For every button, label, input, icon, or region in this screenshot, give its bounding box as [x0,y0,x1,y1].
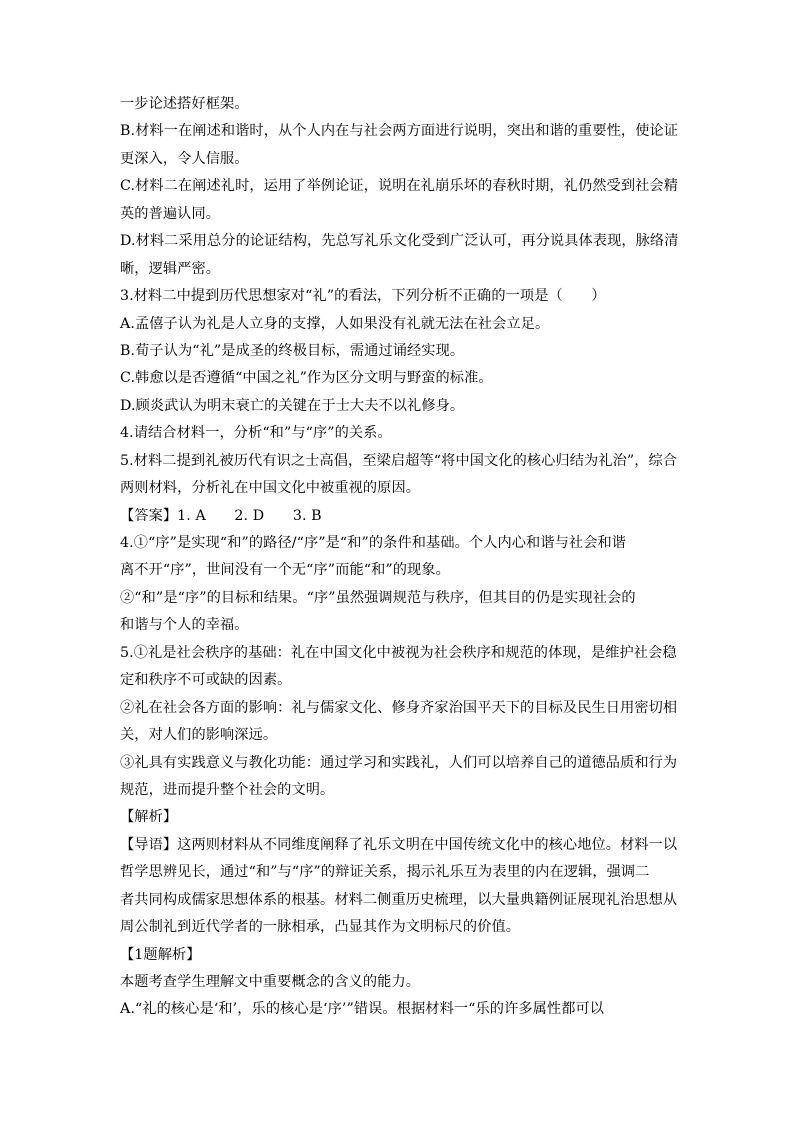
text-line: 英的普遍认同。 [120,205,221,222]
q3-option-a: A.孟僖子认为礼是人立身的支撑，人如果没有礼就无法在社会立足。 [120,315,550,332]
text-line: 离不开“序”，世间没有一个无“序”而能“和”的现象。 [120,562,450,579]
answer-key: 【答案】1. A 2. D 3. B [120,507,322,524]
question-4: 4.请结合材料一，分析“和”与“序”的关系。 [120,425,392,442]
option-c-line: C.材料二在阐述礼时，运用了举例论证，说明在礼崩乐坏的春秋时期，礼仍然受到社会精 [120,178,678,195]
q3-option-d: D.顾炎武认为明末衰亡的关键在于士大夫不以礼修身。 [120,397,465,414]
guide-paragraph: 【导语】这两则材料从不同维度阐释了礼乐文明在中国传统文化中的核心地位。材料一以 [120,836,678,853]
analysis-heading: 【解析】 [120,809,178,826]
answer-5-point-1: 5.①礼是社会秩序的基础：礼在中国文化中被视为社会秩序和规范的体现，是维护社会稳 [120,644,677,661]
question-5: 5.材料二提到礼被历代有识之士高倡，至梁启超等“将中国文化的核心归结为礼治”，综合 [120,452,678,469]
text-line: 者共同构成儒家思想体系的根基。材料二侧重历史梳理，以大量典籍例证展现礼治思想从 [120,891,678,908]
text-line: 哲学思辨见长，通过“和”与“序”的辩证关系，揭示礼乐互为表里的内在逻辑，强调二 [120,864,650,881]
option-b-line: B.材料一在阐述和谐时，从个人内在与社会两方面进行说明，突出和谐的重要性，使论证 [120,123,679,140]
answer-4-point-2: ②“和”是“序”的目标和结果。“序”虽然强调规范与秩序，但其目的仍是实现社会的 [120,589,636,606]
answer-5-point-2: ②礼在社会各方面的影响：礼与儒家文化、修身齐家治国平天下的目标及民生日用密切相 [120,699,678,716]
q3-option-c: C.韩愈以是否遵循“中国之礼”作为区分文明与野蛮的标准。 [120,370,493,387]
document-body [120,91,680,1024]
text-line: 一步论述搭好框架。 [120,96,249,112]
answer-5-point-3: ③礼具有实践意义与教化功能：通过学习和实践礼，人们可以培养自己的道德品质和行为 [120,754,678,771]
q1-analysis-heading: 【1题解析】 [120,946,201,963]
text-line: 晰，逻辑严密。 [120,260,221,277]
text-line: 本题考查学生理解文中重要概念的含义的能力。 [120,974,421,990]
text-line: 和谐与个人的幸福。 [120,617,249,634]
text-line: 定和秩序不可或缺的因素。 [120,672,292,689]
question-3: 3.材料二中提到历代思想家对“礼”的看法，下列分析不正确的一项是（ ） [120,288,606,305]
answer-4-point-1: 4.①“序”是实现“和”的路径/“序”是“和”的条件和基础。个人内心和谐与社会和谐 [120,535,627,551]
text-line: 更深入，令人信服。 [120,150,249,167]
text-line: 规范，进而提升整个社会的文明。 [120,781,335,798]
text-line: 关，对人们的影响深远。 [120,727,278,744]
text-line: 周公制礼到近代学者的一脉相承，凸显其作为文明标尺的价值。 [120,919,521,936]
q3-option-b: B.荀子认为“礼”是成圣的终极目标，需通过诵经实现。 [120,342,465,359]
option-d-line: D.材料二采用总分的论证结构，先总写礼乐文化受到广泛认可，再分说具体表现，脉络清 [120,233,679,250]
text-line: 两则材料，分析礼在中国文化中被重视的原因。 [120,480,421,497]
text-line: A.“礼的核心是‘和’，乐的核心是‘序’”错误。根据材料一“乐的许多属性都可以 [120,1001,605,1018]
